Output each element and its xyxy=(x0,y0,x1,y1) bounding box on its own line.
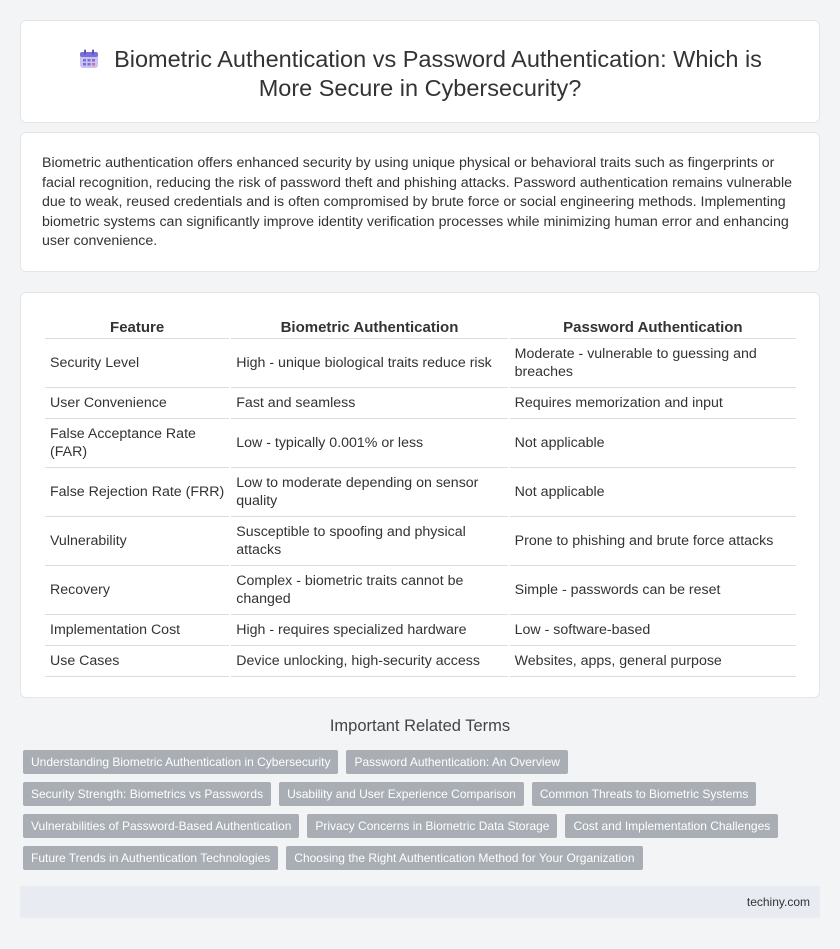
cell-password: Prone to phishing and brute force attacks xyxy=(510,517,796,566)
summary-paragraph: Biometric authentication offers enhanced security by using unique physical or behavioral traits such as fingerprints or facial recognition, reducing the risk of password theft and phishing attacks. Password authentication remains vulnerable due to weak, reused credentials and is often compromised by brute force or social engineering methods. Implementing biometric systems can significantly improve identity verification processes while minimizing human error and enhancing user convenience. xyxy=(42,155,792,249)
table-row xyxy=(45,566,796,615)
cell-feature: User Convenience xyxy=(45,388,229,419)
calendar-icon xyxy=(78,48,100,70)
related-term-tag[interactable]: Common Threats to Biometric Systems xyxy=(532,782,757,806)
related-term-tag[interactable]: Password Authentication: An Overview xyxy=(346,750,567,774)
cell-biometric: Fast and seamless xyxy=(231,388,507,419)
table-row xyxy=(45,646,796,677)
page-title: Biometric Authentication vs Password Authentication: Which is More Secure in Cybersecurity? xyxy=(114,46,762,101)
related-term-tag[interactable]: Choosing the Right Authentication Method for Your Organization xyxy=(286,846,642,870)
related-term-tag[interactable]: Vulnerabilities of Password-Based Authentication xyxy=(23,814,299,838)
cell-password: Requires memorization and input xyxy=(510,388,796,419)
cell-password: Not applicable xyxy=(510,468,796,517)
cell-biometric: Device unlocking, high-security access xyxy=(231,646,507,677)
cell-feature: False Rejection Rate (FRR) xyxy=(45,468,229,517)
table-row xyxy=(45,615,796,646)
header-password: Password Authentication xyxy=(510,315,796,339)
cell-biometric: High - unique biological traits reduce risk xyxy=(231,339,507,388)
header-feature: Feature xyxy=(45,315,229,339)
cell-password: Moderate - vulnerable to guessing and breaches xyxy=(510,339,796,388)
cell-feature: Security Level xyxy=(45,339,229,388)
cell-feature: False Acceptance Rate (FAR) xyxy=(45,419,229,468)
footer-bar xyxy=(20,886,820,918)
comparison-table xyxy=(43,315,798,677)
cell-feature: Use Cases xyxy=(45,646,229,677)
cell-biometric: Susceptible to spoofing and physical attacks xyxy=(231,517,507,566)
cell-biometric: Low - typically 0.001% or less xyxy=(231,419,507,468)
related-term-tag[interactable]: Understanding Biometric Authentication in Cybersecurity xyxy=(23,750,338,774)
cell-password: Simple - passwords can be reset xyxy=(510,566,796,615)
cell-feature: Implementation Cost xyxy=(45,615,229,646)
footer-site-link[interactable]: techiny.com xyxy=(746,895,810,909)
header-biometric: Biometric Authentication xyxy=(231,315,507,339)
related-terms-tags xyxy=(23,750,813,878)
cell-password: Websites, apps, general purpose xyxy=(510,646,796,677)
cell-feature: Vulnerability xyxy=(45,517,229,566)
title-card xyxy=(20,20,820,123)
cell-biometric: Complex - biometric traits cannot be changed xyxy=(231,566,507,615)
related-term-tag[interactable]: Cost and Implementation Challenges xyxy=(565,814,778,838)
comparison-table-card xyxy=(20,292,820,698)
table-row xyxy=(45,517,796,566)
page-title-wrap xyxy=(21,45,819,103)
cell-password: Not applicable xyxy=(510,419,796,468)
table-row xyxy=(45,419,796,468)
table-row xyxy=(45,339,796,388)
table-row xyxy=(45,388,796,419)
related-term-tag[interactable]: Usability and User Experience Comparison xyxy=(279,782,524,806)
summary-card xyxy=(20,132,820,272)
cell-biometric: High - requires specialized hardware xyxy=(231,615,507,646)
related-term-tag[interactable]: Security Strength: Biometrics vs Passwords xyxy=(23,782,271,806)
cell-biometric: Low to moderate depending on sensor quality xyxy=(231,468,507,517)
cell-feature: Recovery xyxy=(45,566,229,615)
related-terms-heading: Important Related Terms xyxy=(329,717,511,735)
related-term-tag[interactable]: Future Trends in Authentication Technologies xyxy=(23,846,278,870)
table-row xyxy=(45,468,796,517)
related-term-tag[interactable]: Privacy Concerns in Biometric Data Storage xyxy=(307,814,557,838)
cell-password: Low - software-based xyxy=(510,615,796,646)
